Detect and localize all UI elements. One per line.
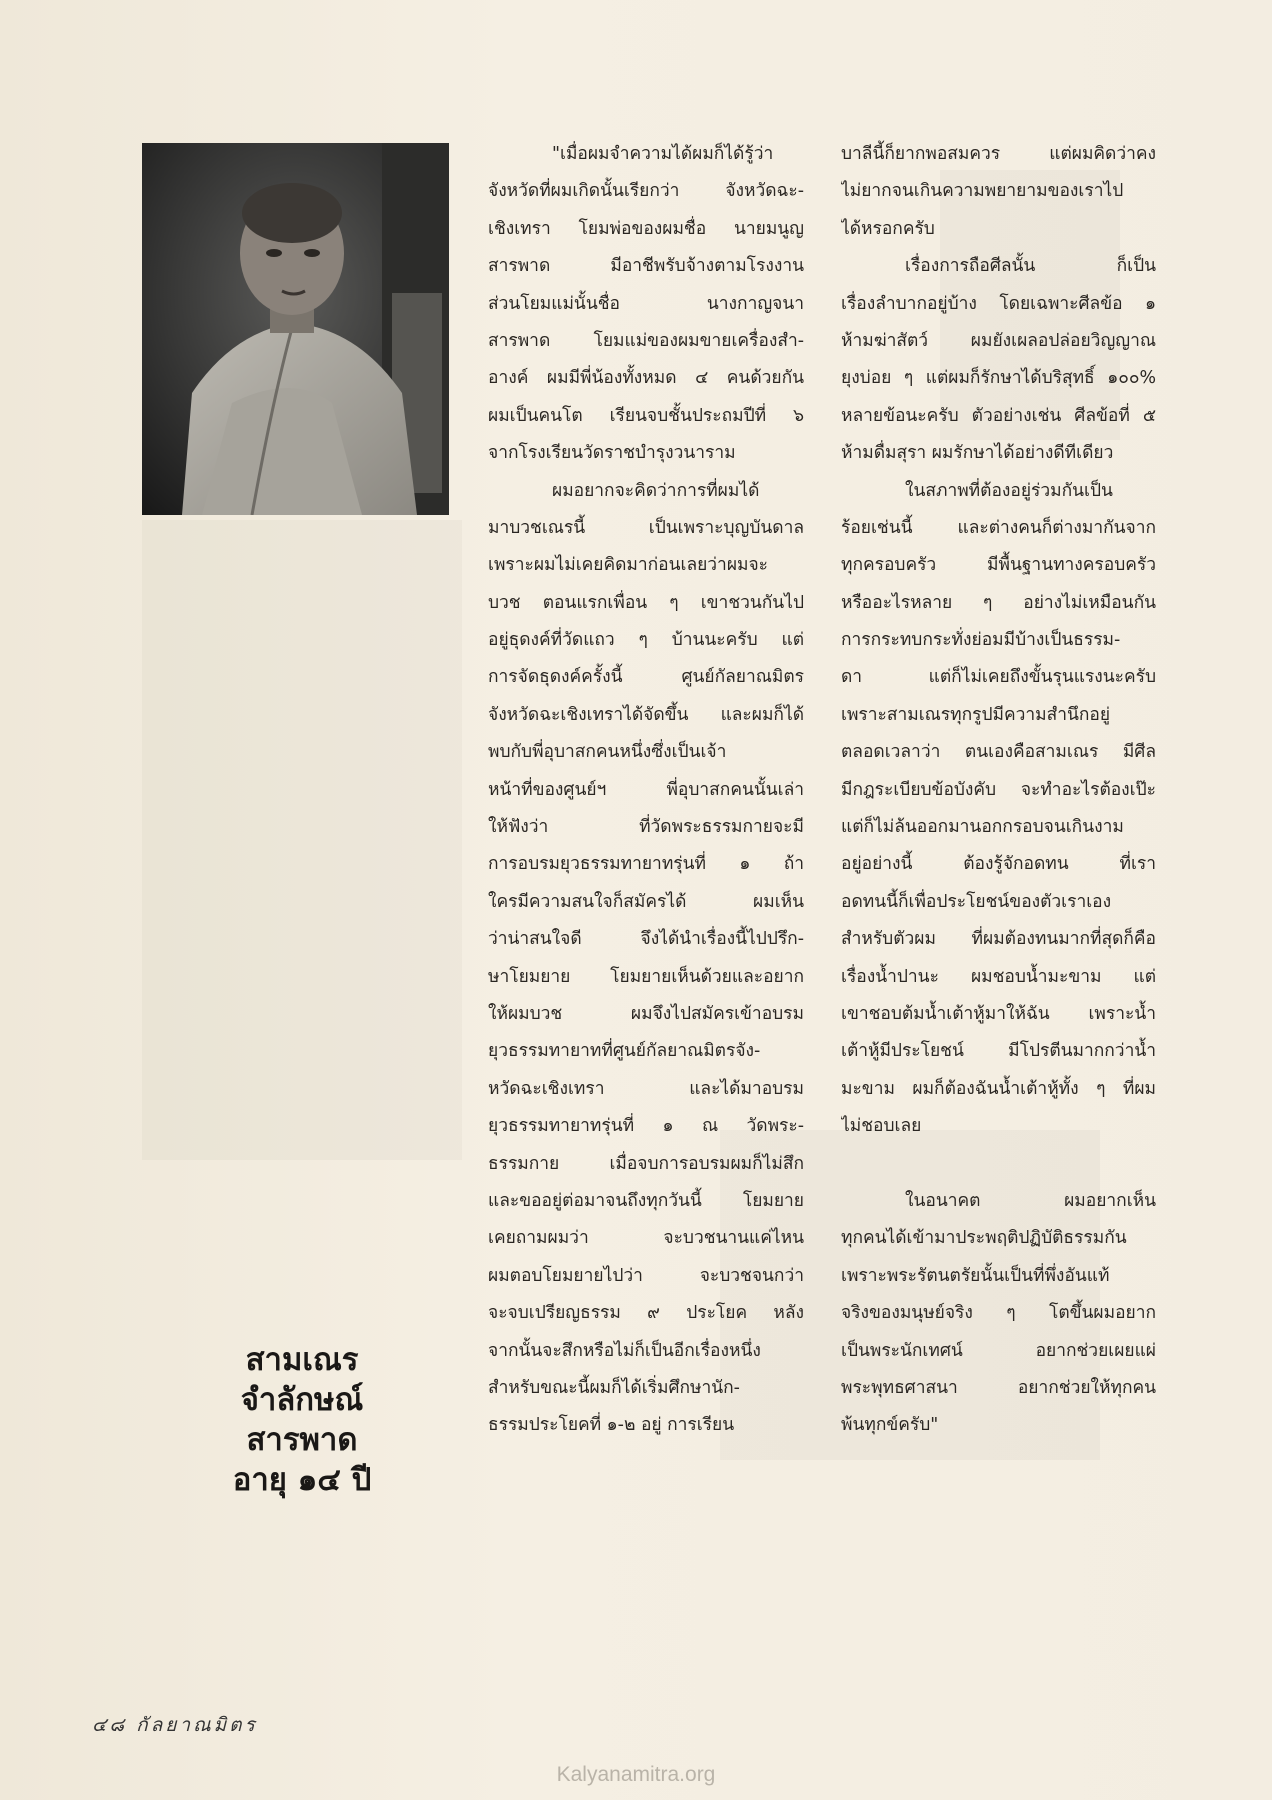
article-line: เพราะพระรัตนตรัยนั้นเป็นที่พึ่งอันแท้ (841, 1265, 1110, 1286)
article-line (841, 1146, 1156, 1183)
novice-name-caption (212, 1340, 392, 1500)
article-line: ตลอดเวลาว่า ตนเองคือสามเณร มีศีล (841, 742, 1156, 763)
article-line: เพราะสามเณรทุกรูปมีความสำนึกอยู่ (841, 704, 1111, 725)
article-line: การอบรมยุวธรรมทายาทรุ่นที่ ๑ ถ้า (488, 854, 804, 875)
article-line: ผมตอบโยมยายไปว่า จะบวชจนกว่า (488, 1265, 804, 1286)
article-line: ส่วนโยมแม่นั้นชื่อ นางกาญจนา (488, 293, 804, 314)
article-line: อางค์ ผมมีพี่น้องทั้งหมด ๔ คนด้วยกัน (488, 368, 804, 389)
article-line: ไม่ชอบเลย (841, 1116, 922, 1137)
article-line: ร้อยเช่นนี้ และต่างคนก็ต่างมากันจาก (841, 517, 1156, 538)
article-line: จากโรงเรียนวัดราชบำรุงวนาราม (488, 443, 736, 464)
article-line: จะจบเปรียญธรรม ๙ ประโยค หลัง (488, 1303, 804, 1324)
article-line: เรื่องน้ำปานะ ผมชอบน้ำมะขาม แต่ (841, 966, 1156, 987)
article-line: "เมื่อผมจำความได้ผมก็ได้รู้ว่า (552, 144, 774, 164)
article-line: เขาชอบต้มน้ำเต้าหู้มาให้ฉัน เพราะน้ำ (841, 1003, 1156, 1024)
article-line: สารพาด มีอาชีพรับจ้างตามโรงงาน (488, 256, 804, 277)
novice-portrait-photo (142, 143, 449, 515)
article-line: อยู่ธุดงค์ที่วัดแถว ๆ บ้านนะครับ แต่ (488, 630, 804, 651)
article-line: บวช ตอนแรกเพื่อน ๆ เขาชวนกันไป (488, 592, 804, 613)
article-line: ห้ามดื่มสุรา ผมรักษาได้อย่างดีทีเดียว (841, 443, 1114, 464)
caption-first-name: จำลักษณ์ (240, 1382, 364, 1418)
article-line: บาลีนี้ก็ยากพอสมควร แต่ผมคิดว่าคง (841, 144, 1156, 164)
article-line: หรืออะไรหลาย ๆ อย่างไม่เหมือนกัน (841, 592, 1156, 613)
article-line: มีกฎระเบียบข้อบังคับ จะทำอะไรต้องเป๊ะ (841, 779, 1156, 800)
article-line: หน้าที่ของศูนย์ฯ พี่อุบาสกคนนั้นเล่า (488, 779, 804, 800)
article-line: มะขาม ผมก็ต้องฉันน้ำเต้าหู้ทั้ง ๆ ที่ผม (841, 1078, 1156, 1099)
article-line: แต่ก็ไม่ล้นออกมานอกกรอบจนเกินงาม (841, 817, 1124, 838)
article-line: ห้ามฆ่าสัตว์ ผมยังเผลอปล่อยวิญญาณ (841, 330, 1156, 351)
article-line: เพราะผมไม่เคยคิดมาก่อนเลยว่าผมจะ (488, 555, 769, 576)
article-line: จังหวัดฉะเชิงเทราได้จัดขึ้น และผมก็ได้ (488, 704, 804, 725)
caption-surname: สารพาด (246, 1422, 358, 1458)
article-line: สารพาด โยมแม่ของผมขายเครื่องสำ- (488, 330, 804, 351)
article-line: ได้หรอกครับ (841, 218, 935, 239)
article-line: และขออยู่ต่อมาจนถึงทุกวันนี้ โยมยาย (488, 1190, 804, 1211)
article-line: เรื่องการถือศีลนั้น ก็เป็น (905, 256, 1156, 277)
article-line: ผมอยากจะคิดว่าการที่ผมได้ (552, 480, 760, 501)
article-line: จริงของมนุษย์จริง ๆ โตขึ้นผมอยาก (841, 1303, 1156, 1324)
article-line: พ้นทุกข์ครับ" (841, 1415, 939, 1436)
article-line: ษาโยมยาย โยมยายเห็นด้วยและอยาก (488, 966, 804, 987)
article-line: จากนั้นจะสึกหรือไม่ก็เป็นอีกเรื่องหนึ่ง (488, 1340, 761, 1361)
article-line: ธรรมกาย เมื่อจบการอบรมผมก็ไม่สึก (488, 1153, 804, 1174)
article-line: พระพุทธศาสนา อยากช่วยให้ทุกคน (841, 1377, 1156, 1398)
caption-age: อายุ ๑๔ ปี (232, 1462, 372, 1498)
article-line: ผมเป็นคนโต เรียนจบชั้นประถมปีที่ ๖ (488, 405, 804, 426)
article-line: ยุวธรรมทายาทที่ศูนย์กัลยาณมิตรจัง- (488, 1041, 761, 1062)
article-line: ในอนาคต ผมอยากเห็น (905, 1190, 1156, 1211)
article-line: จังหวัดที่ผมเกิดนั้นเรียกว่า จังหวัดฉะ- (488, 181, 804, 202)
caption-title: สามเณร (245, 1342, 359, 1378)
article-line: ไม่ยากจนเกินความพยายามของเราไป (841, 181, 1124, 202)
article-line: หวัดฉะเชิงเทรา และได้มาอบรม (488, 1078, 804, 1099)
article-line: เต้าหู้มีประโยชน์ มีโปรตีนมากกว่าน้ำ (841, 1041, 1156, 1062)
article-line: สำหรับขณะนี้ผมก็ได้เริ่มศึกษานัก- (488, 1377, 740, 1398)
site-watermark: Kalyanamitra.org (556, 1763, 716, 1786)
article-line: ยุงบ่อย ๆ แต่ผมก็รักษาได้บริสุทธิ์ ๑๐๐% (841, 368, 1156, 389)
article-line: การจัดธุดงค์ครั้งนี้ ศูนย์กัลยาณมิตร (488, 667, 804, 688)
article-column-right (841, 136, 1156, 1445)
article-line: ใครมีความสนใจก็สมัครได้ ผมเห็น (488, 891, 804, 912)
article-line: สำหรับตัวผม ที่ผมต้องทนมากที่สุดก็คือ (841, 929, 1156, 950)
article-line: ยุวธรรมทายาทรุ่นที่ ๑ ณ วัดพระ- (488, 1116, 804, 1137)
article-line: ทุกครอบครัว มีพื้นฐานทางครอบครัว (841, 555, 1156, 576)
article-line: ในสภาพที่ต้องอยู่ร่วมกันเป็น (905, 480, 1113, 501)
article-line: พบกับพี่อุบาสกคนหนึ่งซึ่งเป็นเจ้า (488, 742, 727, 763)
article-line: มาบวชเณรนี้ เป็นเพราะบุญบันดาล (488, 517, 804, 538)
article-line: อยู่อย่างนี้ ต้องรู้จักอดทน ที่เรา (841, 854, 1156, 875)
bleed-through-shadow (142, 520, 462, 1160)
article-line: อดทนนี้ก็เพื่อประโยชน์ของตัวเราเอง (841, 891, 1112, 912)
article-line: เป็นพระนักเทศน์ อยากช่วยเผยแผ่ (841, 1340, 1156, 1361)
article-line: ให้ฟังว่า ที่วัดพระธรรมกายจะมี (488, 817, 804, 838)
page-number-footer: ๔๘ กัลยาณมิตร (92, 1714, 258, 1736)
article-line: ให้ผมบวช ผมจึงไปสมัครเข้าอบรม (488, 1003, 804, 1024)
article-line: เรื่องลำบากอยู่บ้าง โดยเฉพาะศีลข้อ ๑ (841, 293, 1156, 314)
article-line: ธรรมประโยคที่ ๑-๒ อยู่ การเรียน (488, 1415, 735, 1436)
article-line: เคยถามผมว่า จะบวชนานแค่ไหน (488, 1228, 804, 1249)
article-line: ทุกคนได้เข้ามาประพฤติปฏิบัติธรรมกัน (841, 1228, 1127, 1249)
article-line: หลายข้อนะครับ ตัวอย่างเช่น ศีลข้อที่ ๕ (841, 405, 1156, 426)
article-line: การกระทบกระทั่งย่อมมีบ้างเป็นธรรม- (841, 630, 1121, 651)
article-line: ดา แต่ก็ไม่เคยถึงขั้นรุนแรงนะครับ (841, 667, 1156, 688)
article-line: เชิงเทรา โยมพ่อของผมชื่อ นายมนูญ (488, 218, 804, 239)
article-line: ว่าน่าสนใจดี จึงได้นำเรื่องนี้ไปปรึก- (488, 929, 804, 950)
article-column-left (488, 136, 804, 1445)
